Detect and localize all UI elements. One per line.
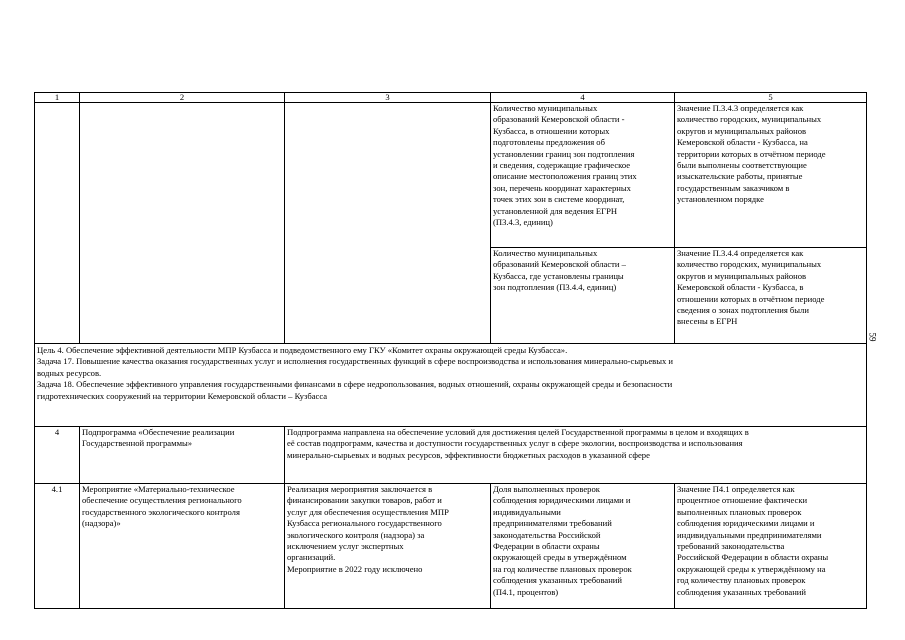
indicator-p343: Количество муниципальных образований Кемеровской области - Кузбасса, в отношении которых подготовлены предложения об установлении границ зон подтопления и сведения, содержащие графическое описание местоположения границ этих зон, перечень координат характерных точек этих зон в системе координат, установленной для ведения ЕГРН (П3.4.3, единиц) (493, 103, 637, 228)
header-col-3: 3 (385, 92, 390, 102)
value-p343: Значение П.3.4.3 определяется как количество городских, муниципальных округов и муниципальных районов Кемеровской области - Кузбасса, на территории которых в отчётном периоде были выполнены соответствующие изыскательские работы, принятые государственным заказчиком в установленном порядке (677, 103, 826, 205)
rule-col4-row41 (674, 483, 675, 609)
rule-col3-top (490, 92, 491, 344)
rule-right-edge (866, 92, 867, 609)
rule-table-bottom (34, 608, 867, 609)
row41-implementation: Реализация мероприятия заключается в финансировании закупки товаров, работ и услуг для обеспечения осуществления МПР Кузбасса регионального государственного экологического контроля (надзора) за исключением услуг экспертных организаций. Мероприятие в 2022 году исключено (287, 484, 449, 574)
row41-indicator: Доля выполненных проверок соблюдения юридическими лицами и индивидуальными предпринимателями требований законодательства Российской Федерации в области охраны окружающей среды в утверждённом на год количестве плановых проверок соблюдения указанных требований (П4.1, процентов) (493, 484, 632, 597)
row41-value: Значение П4.1 определяется как процентное отношение фактически выполненных плановых проверок соблюдения юридическими лицами и индивидуальными предпринимателями требований законодательства Российской Федерации в области охраны окружающей среды к утверждённому на год количеству плановых проверок соблюдения указанных требований (677, 484, 829, 597)
indicator-p344: Количество муниципальных образований Кемеровской области – Кузбасса, где установлены границы зон подтопления (П3.4.4, единиц) (493, 248, 626, 293)
header-col-1: 1 (54, 92, 60, 102)
rule-left-edge (34, 92, 35, 609)
row4-description: Подпрограмма направлена на обеспечение условий для достижения целей Государственной программы в целом и входящих в её состав подпрограмм, качества и доступности государственных услуг в сфере экологии, воспроизводства и использования минерально-сырьевых и водных ресурсов, эффективности бюджетных расходов в указанной сфере (287, 427, 749, 460)
row4-name: Подпрограмма «Обеспечение реализации Государственной программы» (82, 427, 235, 449)
rule-col2-top (284, 92, 285, 344)
header-col-2: 2 (179, 92, 185, 102)
rule-col2-row41 (284, 483, 285, 609)
rule-col4-top (674, 92, 675, 344)
rule-col1-row4 (79, 426, 80, 484)
rule-col3-row41 (490, 483, 491, 609)
page-number: 59 (867, 332, 878, 342)
row41-number: 4.1 (51, 484, 63, 494)
rule-col2-row4 (284, 426, 285, 484)
goal-block: Цель 4. Обеспечение эффективной деятельности МПР Кузбасса и подведомственного ему ГКУ «Комитет охраны окружающей среды Кузбасса». Задача 17. Повышение качества оказания государственных услуг и исполнения государственных функций в сфере воспроизводства и использования минерально-сырьевых и водных ресурсов. Задача 18. Обеспечение эффективного управления государственными финансами в сфере недропользования, водных отношений, охраны окружающей среды и безопасности гидротехнических сооружений на территории Кемеровской области – Кузбасса (37, 345, 674, 401)
rule-col1-top (79, 92, 80, 344)
value-p344: Значение П.3.4.4 определяется как количество городских, муниципальных округов и муниципальных районов Кемеровской области - Кузбасса, в отношении которых в отчётном периоде сведения о зонах подтопления были внесены в ЕГРН (677, 248, 825, 327)
header-col-5: 5 (768, 92, 773, 102)
rule-col1-row41 (79, 483, 80, 609)
rule-row-p344-bottom (34, 343, 867, 344)
row4-number: 4 (54, 427, 60, 437)
header-col-4: 4 (580, 92, 585, 102)
row41-name: Мероприятие «Материально-техническое обеспечение осуществления регионального государственного экологического контроля (надзора)» (82, 484, 242, 529)
